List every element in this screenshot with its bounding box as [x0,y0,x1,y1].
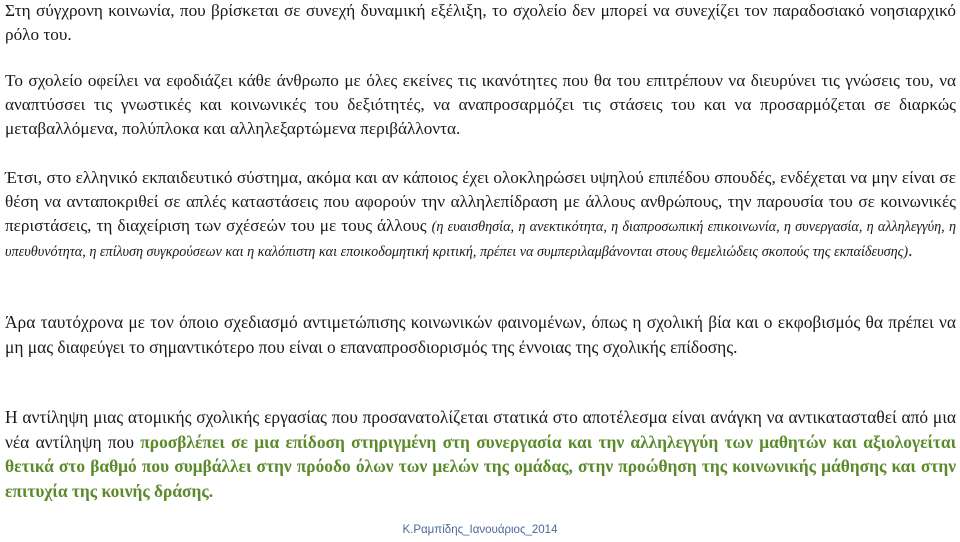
paragraph-4 [5,310,956,359]
paragraph-2-text: Το σχολείο οφείλει να εφοδιάζει κάθε άνθρωπο με όλες εκείνες τις ικανότητες που θα του επιτρέπουν να διευρύνει τις γνώσεις του, να αναπτύσσει τις γνωστικές και κοινωνικές του δεξιότητές, να αναπροσαρμόζει τις στάσεις του και να προσαρμόζεται σε διαρκώς μεταβαλλόμενα, πολύπλοκα και αλληλεξαρτώμενα περιβάλλοντα. [5,71,956,139]
paragraph-3-text: Έτσι, στο ελληνικό εκπαιδευτικό σύστημα, ακόμα και αν κάποιος έχει ολοκληρώσει υψηλού επιπέδου σπουδές, ενδέχεται να μην είναι σε θέση να ανταποκριθεί σε απλές καταστάσεις που αφορούν την αλληλεπίδραση με άλλους ανθρώπους, την παρουσία του σε κοινωνικές περιστάσεις, τη διαχείριση των σχέσεών του με τους άλλους [5,168,956,236]
paragraph-3-end: . [908,241,913,261]
paragraph-5-text: Η αντίληψη μιας ατομικής σχολικής εργασίας που προσανατολίζεται στατικά στο αποτέλεσμα είναι ανάγκη να αντικατασταθεί από μια νέα αντίληψη που [5,407,956,452]
paragraph-1 [5,0,956,47]
footer-author-date: Κ.Ραμπίδης_Ιανουάριος_2014 [402,524,558,536]
paragraph-3 [5,166,956,264]
paragraph-3-aside: (η ευαισθησία, η ανεκτικότητα, η διαπροσωπική επικοινωνία, η συνεργασία, η αλληλεγγύη, η υπευθυνότητα, η επίλυση συγκρούσεων και η καλόπιστη και εποικοδομητική κριτική, πρέπει να συμπεριλαμβάνονται στους θεμελιώδεις σκοπούς της εκπαίδευσης) [5,219,957,261]
paragraph-2 [5,69,956,142]
paragraph-4-text: Άρα ταυτόχρονα με τον όποιο σχεδιασμό αντιμετώπισης κοινωνικών φαινομένων, όπως η σχολική βία και ο εκφοβισμός θα πρέπει να μη μας διαφεύγει το σημαντικότερο που είναι ο επαναπροσδιορισμός της έννοιας της σχολικής επίδοσης. [5,312,956,357]
paragraph-5-emphasis: προσβλέπει σε μια επίδοση στηριγμένη στη συνεργασία και την αλληλεγγύη των μαθητών και αξιολογείται θετικά στο βαθμό που συμβάλλει στην πρόοδο όλων των μελών της ομάδας, στην προώθηση της κοινωνικής μάθησης και στην επιτυχία της κοινής δράσης. [5,431,957,501]
paragraph-5 [5,405,956,503]
paragraph-1-text: Στη σύγχρονη κοινωνία, που βρίσκεται σε συνεχή δυναμική εξέλιξη, το σχολείο δεν μπορεί να συνεχίζει τον παραδοσιακό νοησιαρχικό ρόλο του. [5,1,956,45]
